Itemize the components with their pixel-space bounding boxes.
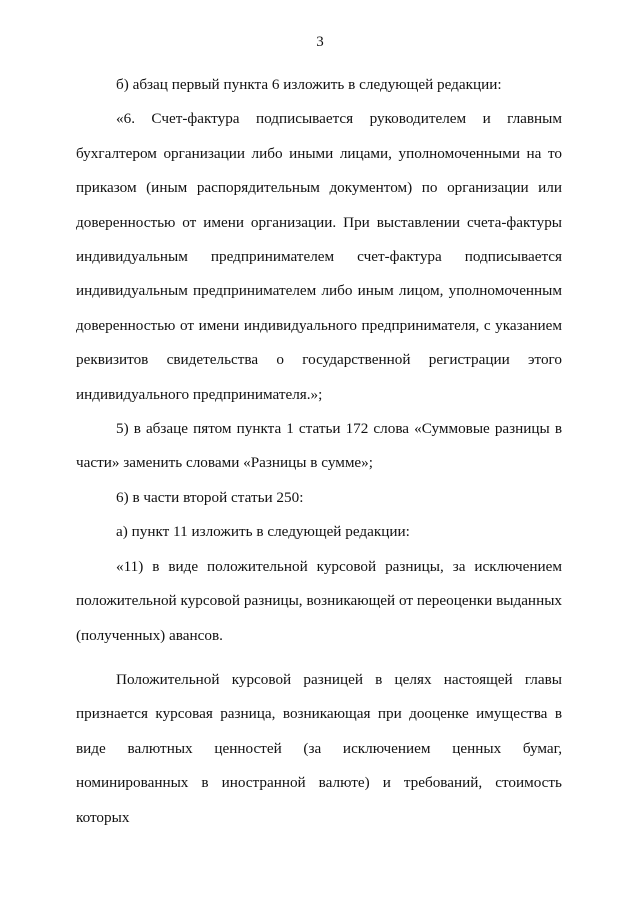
paragraph-article-172: 5) в абзаце пятом пункта 1 статьи 172 слова «Суммовые разницы в части» заменить словами «Разницы в сумме»; (76, 420, 562, 472)
paragraph-positive-difference: «11) в виде положительной курсовой разницы, за исключением положительной курсовой разницы, возникающей от переоценки выданных (полученных) авансов. (76, 557, 562, 644)
paragraph-exchange-difference-definition: Положительной курсовой разницей в целях настоящей главы признается курсовая разница, возникающая при дооценке имущества в виде валютных ценностей (за исключением ценных бумаг, номинированных в иностранной валюте) и требований, стоимость которых (76, 670, 562, 826)
document-body (76, 68, 562, 835)
paragraph-point-11: а) пункт 11 изложить в следующей редакции: (116, 523, 410, 541)
paragraph-amendment-b: б) абзац первый пункта 6 изложить в следующей редакции: (116, 76, 502, 93)
paragraph-invoice-signing: «6. Счет-фактура подписывается руководителем и главным бухгалтером организации либо иными лицами, уполномоченными на то приказом (иным распорядительным документом) по организации или доверенностью от имени организации. При выставлении счета-фактуры индивидуальным предпринимателем счет-фактура подписывается индивидуальным предпринимателем либо иным лицом, уполномоченным доверенностью от имени индивидуального предпринимателя, с указанием реквизитов свидетельства о государственной регистрации этого индивидуального предпринимателя.»; (76, 110, 562, 403)
paragraph-article-250: 6) в части второй статьи 250: (116, 488, 304, 506)
page-number: 3 (316, 34, 324, 50)
